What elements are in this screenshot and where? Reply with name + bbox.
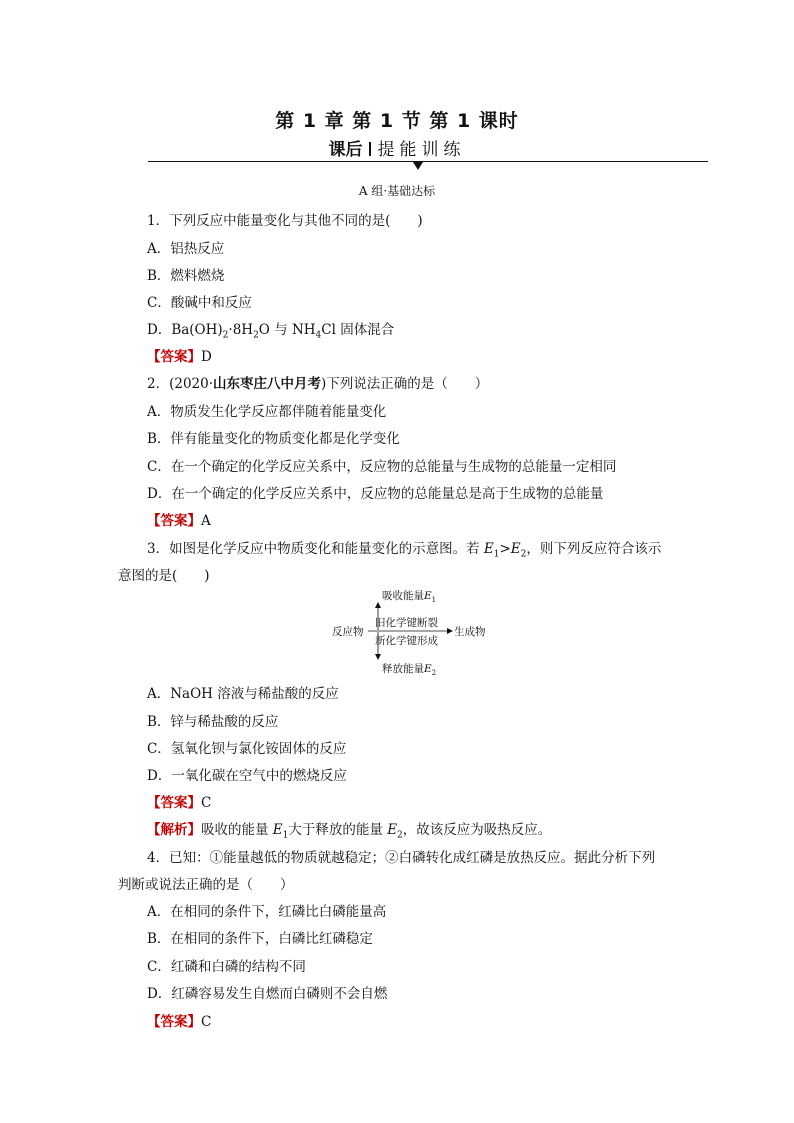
q2-option-b: B．伴有能量变化的物质变化都是化学变化 — [147, 431, 400, 447]
diagram-down-arrow-head — [375, 654, 381, 660]
q3-stem-cont: 意图的是( ) — [118, 568, 210, 584]
q4-option-c: C．红磷和白磷的结构不同 — [147, 959, 306, 975]
q1-option-a: A．铝热反应 — [147, 241, 225, 257]
diagram-absorb-label: 吸收能量$E_1$ — [382, 590, 437, 604]
q3-option-b: B．锌与稀盐酸的反应 — [147, 714, 279, 730]
q3-stem: 3．如图是化学反应中物质变化和能量变化的示意图。若 $E_1>E_2$，则下列反应符合该示 — [147, 541, 662, 560]
q4-option-d: D．红磷容易发生自燃而白磷则不会自燃 — [147, 986, 388, 1002]
q4-answer: 【答案】C — [147, 1014, 212, 1030]
q4-option-a: A．在相同的条件下，红磷比白磷能量高 — [147, 904, 387, 920]
q1-answer: 【答案】D — [147, 349, 212, 365]
answer-tag: 【答案】 — [147, 513, 201, 529]
q2-option-d: D．在一个确定的化学反应关系中，反应物的总能量总是高于生成物的总能量 — [147, 486, 604, 502]
q4-stem-cont: 判断或说法正确的是（ ） — [118, 877, 294, 893]
diagram-main-arrow-head — [447, 628, 453, 634]
q1-option-b: B．燃料燃烧 — [147, 268, 225, 284]
q1-option-c: C．酸碱中和反应 — [147, 295, 252, 311]
rule-arrow-icon — [413, 162, 423, 170]
analysis-tag: 【解析】 — [147, 822, 201, 838]
subtitle-left: 课后 — [328, 140, 363, 160]
q3-analysis: 【解析】吸收的能量 $E_1$大于释放的能量 $E_2$，故该反应为吸热反应。 — [147, 822, 552, 841]
q3-answer: 【答案】C — [147, 795, 212, 811]
q1-option-d: D．$Ba(OH)_2\cdot 8H_2O$ 与 $NH_4Cl$ 固体混合 — [147, 322, 395, 341]
answer-tag: 【答案】 — [147, 795, 201, 811]
group-heading: A 组·基础达标 — [358, 184, 436, 198]
q3-option-d: D．一氧化碳在空气中的燃烧反应 — [147, 768, 347, 784]
answer-tag: 【答案】 — [147, 1014, 201, 1030]
q2-answer: 【答案】A — [147, 513, 211, 529]
subtitle-separator — [369, 142, 371, 156]
page-title: 第 1 章 第 1 节 第 1 课时 — [275, 110, 519, 132]
q2-stem: 2．(2020·山东枣庄八中月考)下列说法正确的是（ ） — [147, 376, 489, 392]
page-subtitle — [0, 135, 794, 160]
subtitle-right: 提能训练 — [377, 140, 466, 160]
diagram-reactant-label: 反应物 — [332, 626, 364, 638]
q3-option-a: A．NaOH 溶液与稀盐酸的反应 — [147, 686, 339, 702]
diagram-up-arrow-head — [375, 602, 381, 608]
q2-option-a: A．物质发生化学反应都伴随着能量变化 — [147, 404, 387, 420]
header-rule — [148, 161, 708, 162]
diagram-break-label: 旧化学键断裂 — [375, 617, 438, 629]
q3-option-c: C．氢氧化钡与氯化铵固体的反应 — [147, 741, 347, 757]
q1-stem: 1．下列反应中能量变化与其他不同的是( ) — [147, 213, 423, 229]
q4-option-b: B．在相同的条件下，白磷比红磷稳定 — [147, 931, 373, 947]
answer-tag: 【答案】 — [147, 349, 201, 365]
q4-stem: 4．已知：①能量越低的物质就越稳定；②白磷转化成红磷是放热反应。据此分析下列 — [147, 850, 656, 866]
energy-diagram — [330, 586, 500, 676]
diagram-release-label: 释放能量$E_2$ — [382, 663, 437, 676]
q2-option-c: C．在一个确定的化学反应关系中，反应物的总能量与生成物的总能量一定相同 — [147, 459, 617, 475]
diagram-product-label: 生成物 — [454, 626, 486, 638]
diagram-form-label: 新化学键形成 — [375, 635, 438, 647]
